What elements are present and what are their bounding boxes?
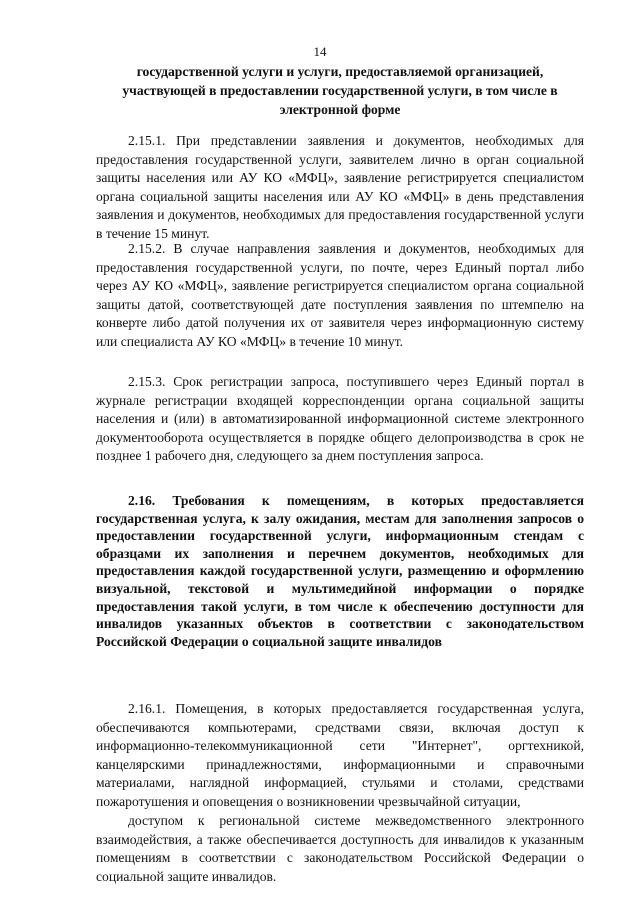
paragraph-2-15-1: 2.15.1. При представлении заявления и документов, необходимых для предоставления государственной услуги, заявителем лично в орган социальной защиты населения или АУ КО «МФЦ», заявление регистрируется специалистом органа социальной защиты населения или АУ КО «МФЦ» в день представления заявления и документов, необходимых для предоставления государственной услуги в течение 15 минут.	[96, 133, 584, 241]
page-number: 14	[313, 44, 327, 59]
paragraph-2-16-1: 2.16.1. Помещения, в которых предоставляется государственная услуга, обеспечиваются компьютерами, средствами связи, включая доступ к информационно-телекоммуникационной сети "Интернет", оргтехникой, канцелярскими принадлежностями, информационными и справочными материалами, наглядной информацией, стульями и столами, средствами пожаротушения и оповещения о возникновении чрезвычайной ситуации,	[96, 701, 584, 809]
section-heading-continued: государственной услуги и услуги, предоставляемой организацией, участвующей в предоставлении государственной услуги, в том числе в электронной форме	[122, 64, 558, 117]
section-heading-2-16: 2.16. Требования к помещениям, в которых предоставляется государственная услуга, к залу ожидания, местам для заполнения запросов о предоставлении государственной услуги, информационным стендам с образцами их заполнения и перечнем документов, необходимых для предоставления каждой государственной услуги, размещению и оформлению визуальной, текстовой и мультимедийной информации о порядке предоставления такой услуги, в том числе к обеспечению доступности для инвалидов указанных объектов в соответствии с законодательством Российской Федерации о социальной защите инвалидов	[96, 493, 584, 649]
paragraph-2-15-2: 2.15.2. В случае направления заявления и документов, необходимых для предоставления государственной услуги, по почте, через Единый портал либо через АУ КО «МФЦ», заявление регистрируется специалистом органа социальной защиты датой, соответствующей дате поступления заявления по штемпелю на конверте либо датой получения их от заявителя через информационную систему или специалиста АУ КО «МФЦ» в течение 10 минут.	[96, 241, 584, 349]
paragraph-2-15-3: 2.15.3. Срок регистрации запроса, поступившего через Единый портал в журнале регистрации входящей корреспонденции органа социальной защиты населения и (или) в автоматизированной информационной системе электронного документооборота осуществляется в порядке общего делопроизводства в срок не позднее 1 рабочего дня, следующего за днем поступления запроса.	[96, 374, 584, 464]
paragraph-2-16-1-continued: доступом к региональной системе межведомственного электронного взаимодействия, а также обеспечивается доступность для инвалидов к указанным помещениям в соответствии с законодательством Российской Федерации о социальной защите инвалидов.	[96, 813, 584, 884]
